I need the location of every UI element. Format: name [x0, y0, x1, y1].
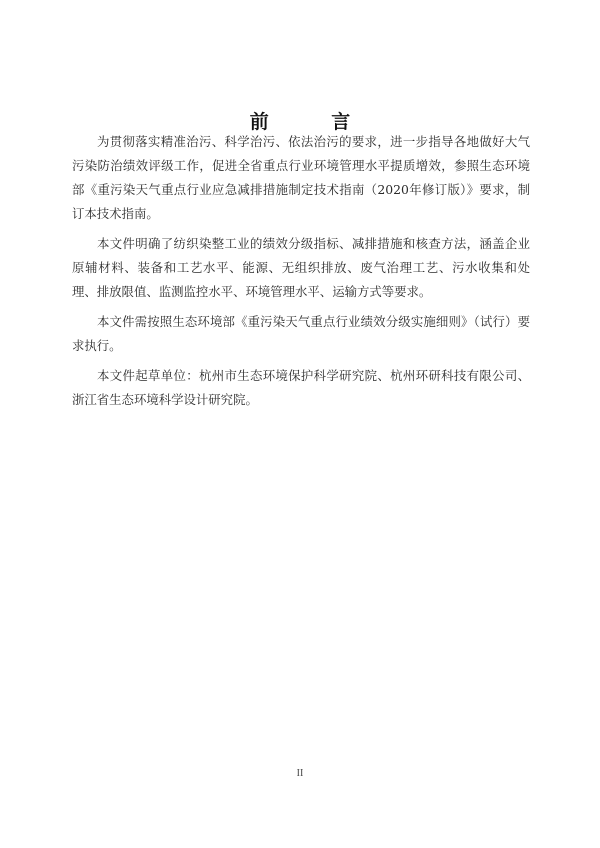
foreword-body [72, 130, 530, 418]
paragraph-scope: 本文件明确了纺织染整工业的绩效分级指标、减排措施和核查方法，涵盖企业原辅材料、装备和工艺水平、能源、无组织排放、废气治理工艺、污水收集和处理、排放限值、监测监控水平、环境管理水平、运输方式等要求。 [72, 236, 530, 299]
paragraph-purpose: 为贯彻落实精准治污、科学治污、依法治污的要求，进一步指导各地做好大气污染防治绩效评级工作，促进全省重点行业环境管理水平提质增效，参照生态环境部《重污染天气重点行业应急减排措施制定技术指南（2020年修订版）》要求，制订本技术指南。 [72, 134, 530, 221]
page-number: II [296, 768, 304, 779]
page-title: 前 言 [249, 111, 379, 133]
paragraph-execution: 本文件需按照生态环境部《重污染天气重点行业绩效分级实施细则》（试行）要求执行。 [72, 314, 530, 353]
paragraph-drafting-units: 本文件起草单位：杭州市生态环境保护科学研究院、杭州环研科技有限公司、浙江省生态环境科学设计研究院。 [72, 368, 530, 407]
